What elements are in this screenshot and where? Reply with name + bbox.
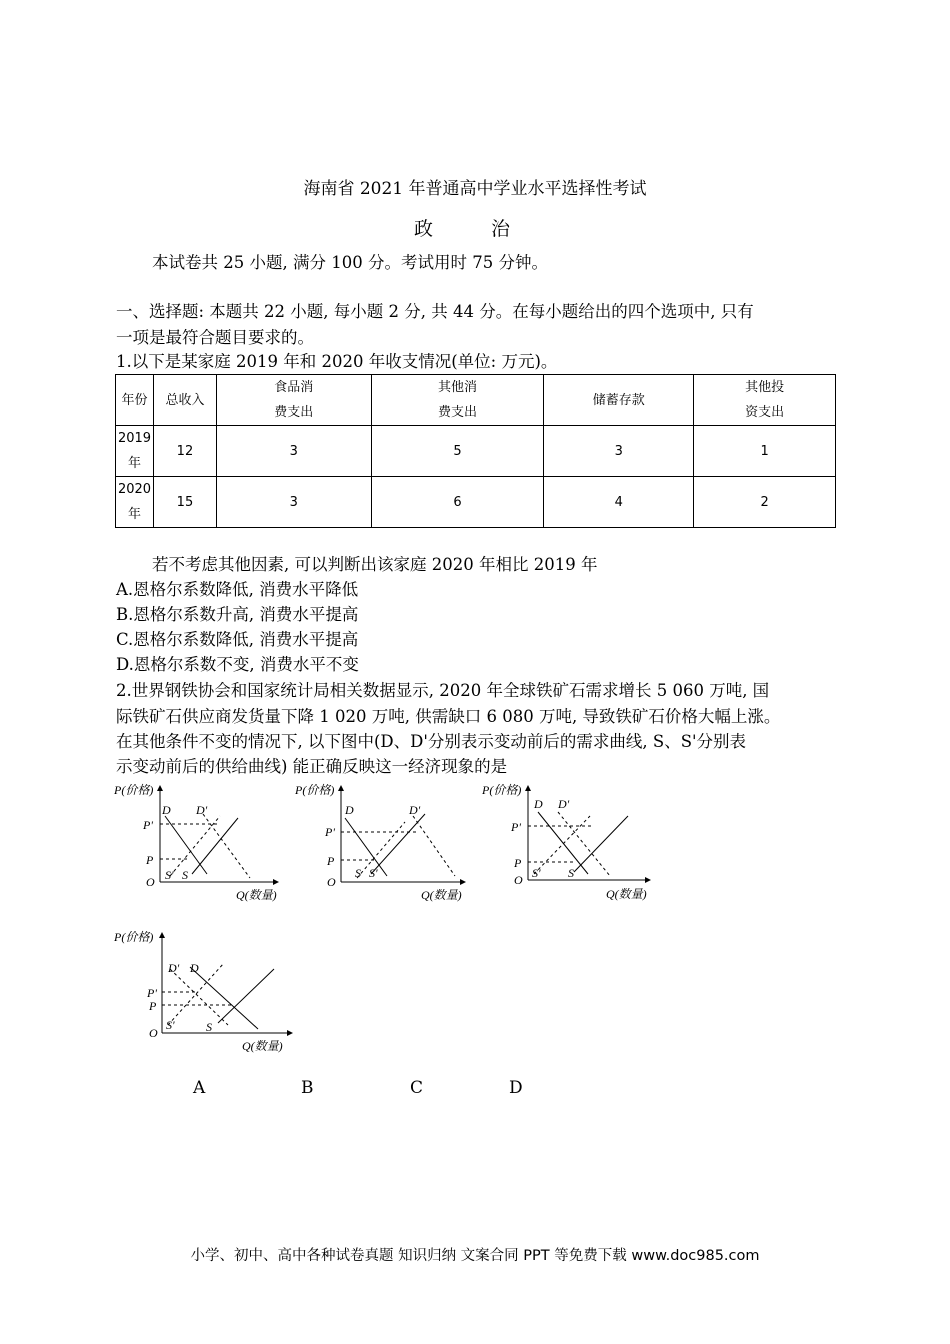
demand-curve-d	[165, 816, 207, 874]
d-label: D	[190, 961, 199, 975]
graph-b	[293, 778, 478, 903]
table-cell: 2	[694, 477, 836, 528]
s-label: S	[568, 866, 574, 880]
graph-c	[478, 778, 663, 903]
exam-instructions: 本试卷共 25 小题, 满分 100 分。考试用时 75 分钟。	[152, 253, 548, 272]
s-prime-label: S'	[165, 868, 174, 882]
s-prime-label: S'	[166, 1018, 175, 1032]
q1-option-b: B.恩格尔系数升高, 消费水平提高	[116, 605, 359, 624]
q2-line4: 示变动前后的供给曲线) 能正确反映这一经济现象的是	[116, 757, 508, 776]
origin-label: O	[327, 875, 336, 889]
p-prime-label: P'	[325, 825, 335, 839]
table-cell: 3	[216, 477, 371, 528]
choice-label-a: A	[193, 1078, 206, 1098]
table-cell-year: 2019 年	[116, 426, 154, 477]
q1-option-a: A.恩格尔系数降低, 消费水平降低	[116, 580, 359, 599]
y-axis-label: P(价格)	[114, 930, 154, 944]
s-prime-label: S'	[369, 866, 378, 880]
table-header-cell: 总收入	[153, 375, 216, 426]
q1-option-d: D.恩格尔系数不变, 消费水平不变	[116, 655, 359, 674]
table-cell: 5	[371, 426, 544, 477]
table-row	[116, 477, 836, 528]
s-label: S	[182, 868, 188, 882]
d-prime-label: D'	[409, 803, 421, 817]
choice-label-d: D	[509, 1078, 523, 1098]
p-label: P	[149, 999, 157, 1013]
s-label: S	[206, 1020, 212, 1034]
supply-curve-s-prime	[357, 822, 405, 878]
y-axis-label: P(价格)	[482, 783, 522, 797]
d-prime-label: D'	[558, 797, 570, 811]
x-axis-label: Q(数量)	[606, 887, 647, 901]
d-label: D	[162, 803, 171, 817]
d-label: D	[345, 803, 354, 817]
table-cell: 1	[694, 426, 836, 477]
table-header-cell: 储蓄存款	[544, 375, 694, 426]
p-prime-label: P'	[143, 818, 153, 832]
origin-label: O	[514, 873, 523, 887]
x-axis-label: Q(数量)	[242, 1039, 283, 1053]
table-cell: 4	[544, 477, 694, 528]
demand-curve-d	[190, 967, 258, 1029]
table-header-cell: 其他消 费支出	[371, 375, 544, 426]
q2-line3: 在其他条件不变的情况下, 以下图中(D、D'分别表示变动前后的需求曲线, S、S'分别表	[116, 732, 747, 751]
x-axis-label: Q(数量)	[421, 888, 462, 902]
demand-curve-d-prime	[413, 816, 455, 876]
table-cell: 3	[544, 426, 694, 477]
table-cell: 6	[371, 477, 544, 528]
choice-label-b: B	[301, 1078, 314, 1098]
x-axis-label: Q(数量)	[236, 888, 277, 902]
supply-curve-s	[574, 816, 628, 872]
graph-d	[112, 925, 302, 1055]
table-row	[116, 426, 836, 477]
q2-line2: 际铁矿石供应商发货量下降 1 020 万吨, 供需缺口 6 080 万吨, 导致铁矿石价格大幅上涨。	[116, 707, 781, 726]
p-label: P	[146, 853, 154, 867]
p-label: P	[514, 856, 522, 870]
table-header-cell: 其他投 资支出	[694, 375, 836, 426]
q1-option-c: C.恩格尔系数降低, 消费水平提高	[116, 630, 359, 649]
d-prime-label: D'	[196, 803, 208, 817]
table-cell: 3	[216, 426, 371, 477]
supply-curve-s	[371, 814, 425, 874]
page-footer: 小学、初中、高中各种试卷真题 知识归纳 文案合同 PPT 等免费下载 www.doc985.com	[190, 1248, 760, 1264]
supply-curve-s	[218, 969, 274, 1023]
table-header-row	[116, 375, 836, 426]
graph-a	[110, 778, 290, 903]
p-label: P	[327, 854, 335, 868]
supply-curve-s	[192, 818, 238, 874]
demand-curve-d-prime	[170, 969, 228, 1025]
income-expense-table	[115, 374, 836, 528]
y-axis-label: P(价格)	[114, 783, 154, 797]
q2-line1: 2.世界钢铁协会和国家统计局相关数据显示, 2020 年全球铁矿石需求增长 5 060 万吨, 国	[116, 681, 770, 700]
table-header-cell: 年份	[116, 375, 154, 426]
section-heading-line2: 一项是最符合题目要求的。	[116, 328, 314, 347]
p-prime-label: P'	[511, 820, 521, 834]
supply-curve-s-prime	[170, 816, 220, 876]
y-axis-label: P(价格)	[295, 783, 335, 797]
q1-question: 若不考虑其他因素, 可以判断出该家庭 2020 年相比 2019 年	[152, 555, 598, 574]
s-prime-label: S'	[532, 866, 541, 880]
section-heading-line1: 一、选择题: 本题共 22 小题, 每小题 2 分, 共 44 分。在每小题给出的四个选项中, 只有	[116, 302, 754, 321]
choice-label-c: C	[410, 1078, 424, 1098]
s-label: S	[355, 866, 361, 880]
table-cell-year: 2020 年	[116, 477, 154, 528]
origin-label: O	[146, 875, 155, 889]
d-label: D	[534, 797, 543, 811]
subject-title: 政 治	[413, 218, 537, 240]
d-prime-label: D'	[168, 961, 180, 975]
table-cell: 15	[153, 477, 216, 528]
q1-stem: 1.以下是某家庭 2019 年和 2020 年收支情况(单位: 万元)。	[116, 352, 558, 371]
table-header-cell: 食品消 费支出	[216, 375, 371, 426]
exam-title: 海南省 2021 年普通高中学业水平选择性考试	[303, 179, 647, 199]
table-cell: 12	[153, 426, 216, 477]
origin-label: O	[149, 1026, 158, 1040]
p-prime-label: P'	[147, 986, 157, 1000]
